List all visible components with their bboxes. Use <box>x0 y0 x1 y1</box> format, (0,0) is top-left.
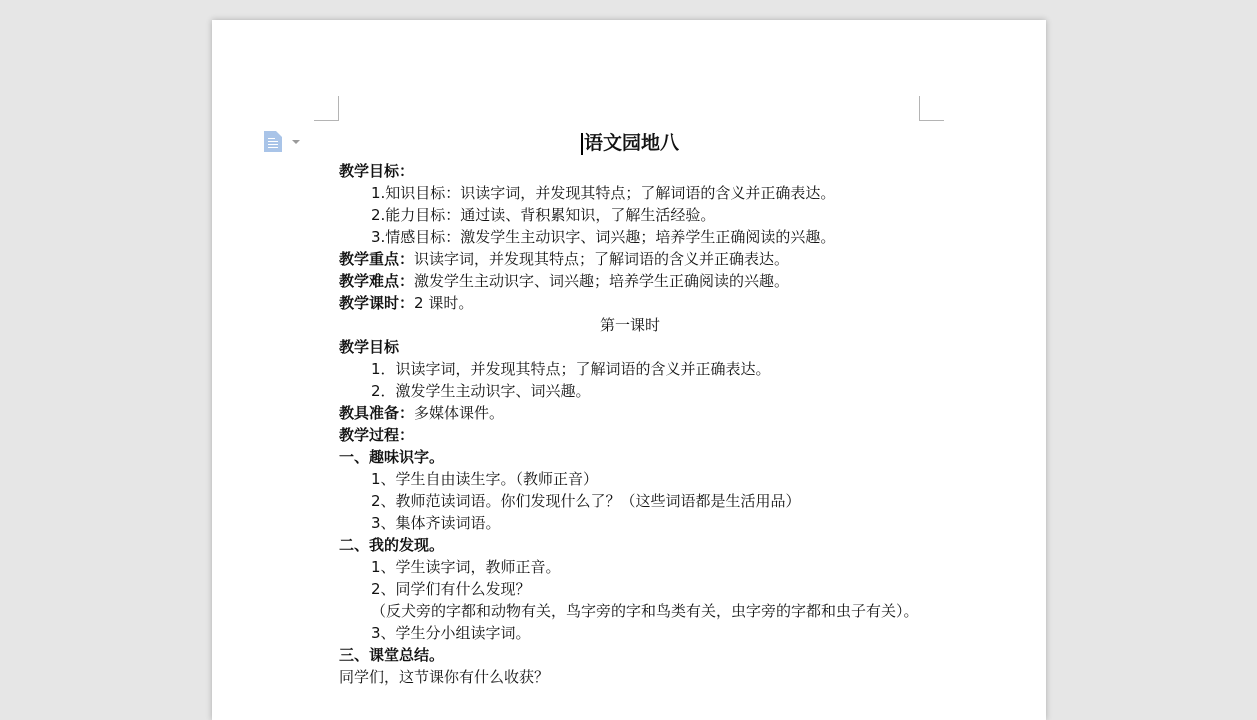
step2-item: 1、学生读字词，教师正音。 <box>371 558 561 576</box>
goal-item: 2.能力目标：通过读、背积累知识，了解生活经验。 <box>371 206 716 224</box>
step1-item: 2、教师范读词语。你们发现什么了？（这些词语都是生活用品） <box>371 492 801 510</box>
difficulty-line: 教学难点：激发学生主动识字、词兴趣；培养学生正确阅读的兴趣。 <box>339 272 790 290</box>
key-point-line: 教学重点：识读字词，并发现其特点；了解词语的含义并正确表达。 <box>339 250 790 268</box>
step3-text: 同学们，这节课你有什么收获？ <box>339 668 550 686</box>
lesson1-goals-heading: 教学目标 <box>339 338 400 356</box>
margin-corner-top-left <box>314 96 339 121</box>
step3-heading: 三、课堂总结。 <box>339 646 445 664</box>
step2-item: 2、同学们有什么发现？ <box>371 580 531 598</box>
goals-heading: 教学目标： <box>339 162 415 180</box>
step2-item: 3、学生分小组读字词。 <box>371 624 531 642</box>
document-title: 语文园地八 <box>339 128 921 158</box>
document-body[interactable] <box>339 128 921 688</box>
margin-corner-top-right <box>919 96 944 121</box>
document-page <box>212 20 1046 720</box>
lesson1-heading: 第一课时 <box>599 316 660 334</box>
step1-item: 1、学生自由读生字。（教师正音） <box>371 470 599 488</box>
materials-line: 教具准备：多媒体课件。 <box>339 404 505 422</box>
process-heading: 教学过程： <box>339 426 415 444</box>
chevron-down-icon <box>292 140 300 144</box>
lesson1-goal-item: 2．激发学生主动识字、词兴趣。 <box>371 382 591 400</box>
goal-item: 1.知识目标：识读字词，并发现其特点；了解词语的含义并正确表达。 <box>371 184 836 202</box>
hours-line: 教学课时：2 课时。 <box>339 294 474 312</box>
step1-heading: 一、趣味识字。 <box>339 448 445 466</box>
step1-item: 3、集体齐读词语。 <box>371 514 501 532</box>
text-cursor <box>581 133 583 155</box>
paste-document-icon <box>264 131 282 152</box>
goal-item: 3.情感目标：激发学生主动识字、词兴趣；培养学生正确阅读的兴趣。 <box>371 228 836 246</box>
step2-note: （反犬旁的字都和动物有关，鸟字旁的字和鸟类有关，虫字旁的字都和虫子有关）。 <box>371 602 919 620</box>
step2-heading: 二、我的发现。 <box>339 536 445 554</box>
paste-options-button[interactable] <box>264 131 304 153</box>
lesson1-goal-item: 1．识读字词，并发现其特点；了解词语的含义并正确表达。 <box>371 360 771 378</box>
